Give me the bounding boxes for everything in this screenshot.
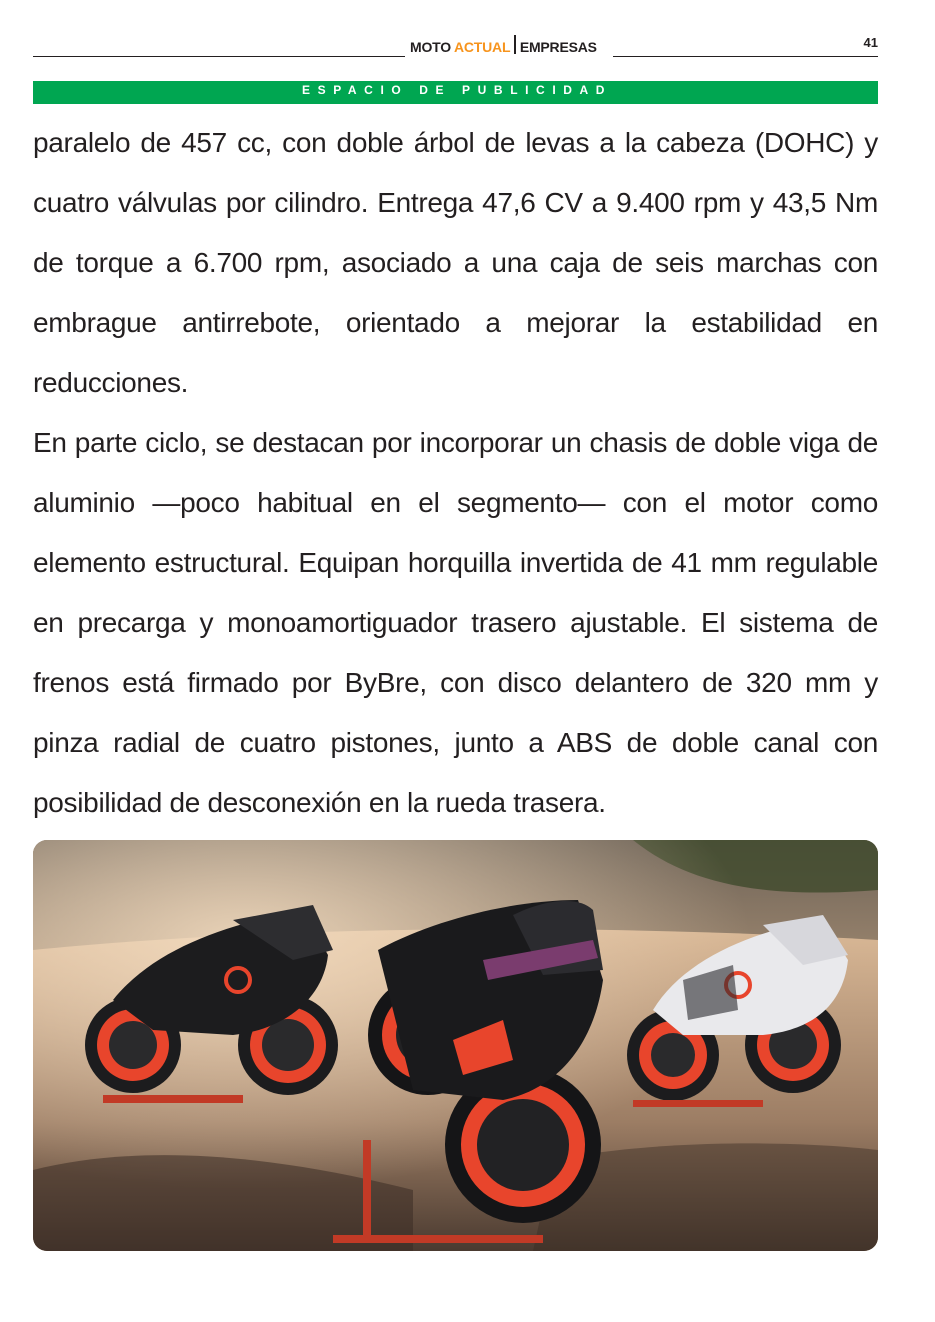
masthead: [410, 39, 597, 55]
section-name: EMPRESAS: [519, 39, 597, 55]
article-body: [33, 113, 878, 833]
brand-moto: MOTO: [410, 39, 451, 55]
motorcycles-photo: [33, 840, 878, 1251]
page-header: [33, 30, 878, 62]
header-rule-left: [33, 56, 405, 57]
brand-actual: ACTUAL: [453, 39, 511, 55]
photo-illustration: [33, 840, 878, 1251]
header-rule-right: [613, 56, 878, 57]
masthead-divider: [514, 35, 516, 54]
page-number: 41: [863, 35, 878, 50]
paragraph-1: paralelo de 457 cc, con doble árbol de levas a la cabeza (DOHC) y cuatro válvulas por cilindro. Entrega 47,6 CV a 9.400 rpm y 43,5 Nm de torque a 6.700 rpm, asociado a una caja de seis marchas con embrague antirrebote, orientado a mejorar la estabilidad en reducciones.: [33, 127, 878, 398]
paragraph-2: En parte ciclo, se destacan por incorporar un chasis de doble viga de aluminio —poco habitual en el segmento— con el motor como elemento estructural. Equipan horquilla invertida de 41 mm regulable en precarga y monoamortiguador trasero ajustable. El sistema de frenos está firmado por ByBre, con disco delantero de 320 mm y pinza radial de cuatro pistones, junto a ABS de doble canal con posibilidad de desconexión en la rueda trasera.: [33, 427, 878, 818]
advertising-band: ESPACIO DE PUBLICIDAD: [33, 81, 878, 104]
